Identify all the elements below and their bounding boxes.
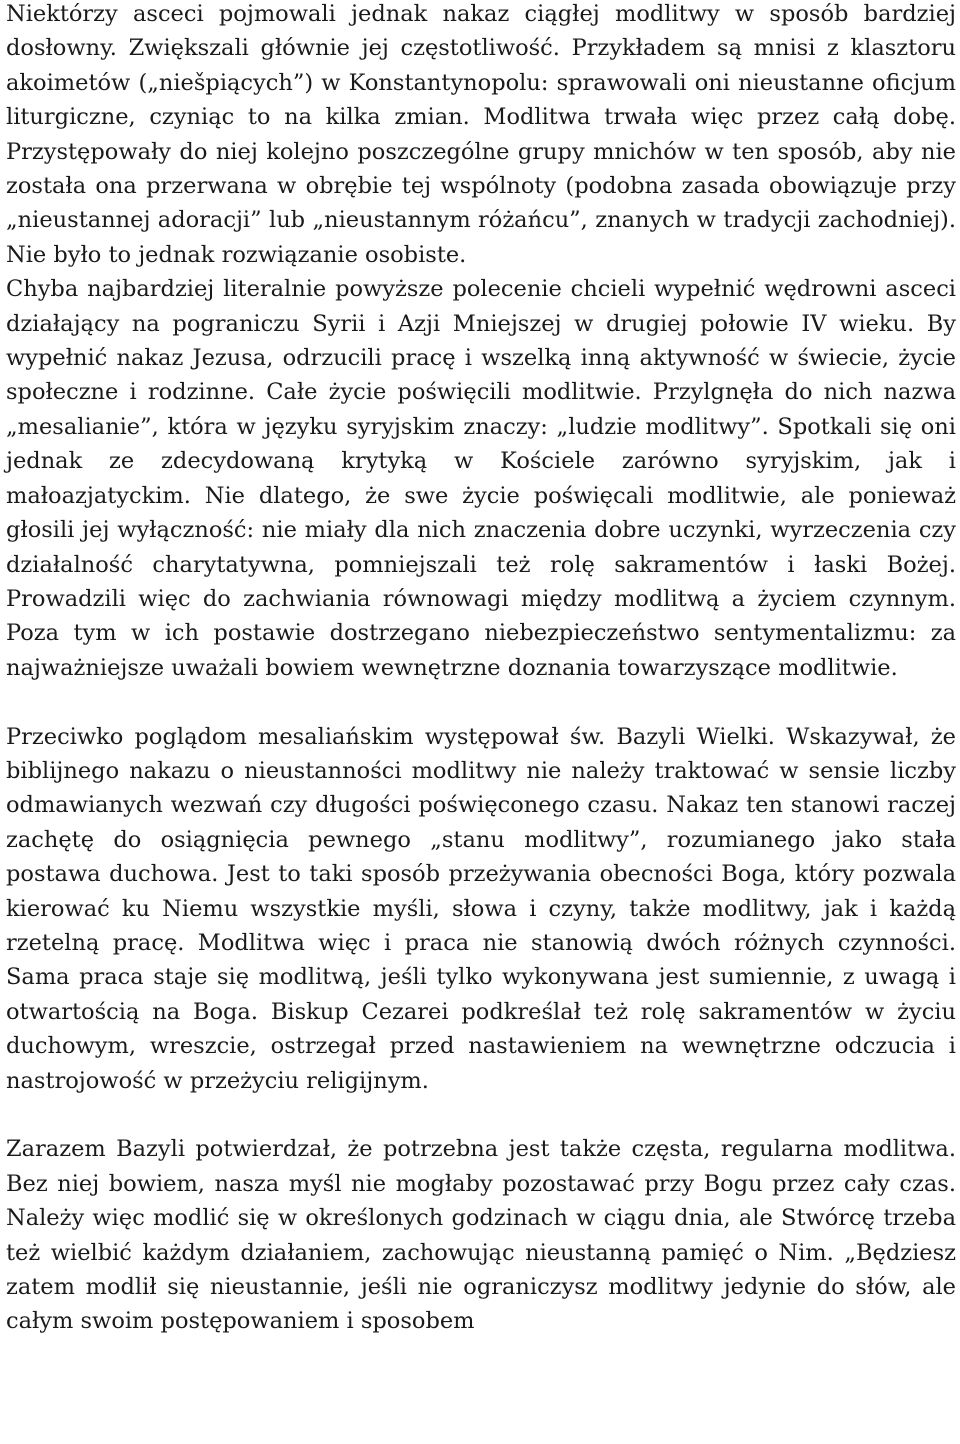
paragraph-spacer xyxy=(6,1098,956,1132)
paragraph-spacer xyxy=(6,685,956,719)
paragraph-akoimeci: Niektórzy asceci pojmowali jednak nakaz ciągłej modlitwy w sposób bardziej dosłowny. Zwiększali głównie jej częstotliwość. Przykładem są mnisi z klasztoru akoimetów („niešpiących”) w Konstantynopolu: sprawowali oni nieustanne oficjum liturgiczne, czyniąc to na kilka zmian. Modlitwa trwała więc przez całą dobę. Przystępowały do niej kolejno poszczególne grupy mnichów w ten sposób, aby nie została ona przerwana w obrębie tej wspólnoty (podobna zasada obowiązuje przy „nieustannej adoracji” lub „nieustannym różańcu”, znanych w tradycji zachodniej). Nie było to jednak rozwiązanie osobiste. xyxy=(6,1,956,268)
paragraph-bazyli-modlitwa: Zarazem Bazyli potwierdzał, że potrzebna jest także częsta, regularna modlitwa. Bez niej bowiem, nasza myśl nie mogłaby pozostawać przy Bogu przez cały czas. Należy więc modlić się w określonych godzinach w ciągu dnia, ale Stwórcę trzeba też wielbić każdym działaniem, zachowując nieustanną pamięć o Nim. „Będziesz zatem modlił się nieustannie, jeśli nie ograniczysz modlitwy jedynie do słów, ale całym swoim postępowaniem i sposobem xyxy=(6,1136,956,1335)
paragraph-mesalianie: Chyba najbardziej literalnie powyższe polecenie chcieli wypełnić wędrowni asceci działający na pograniczu Syrii i Azji Mniejszej w drugiej połowie IV wieku. By wypełnić nakaz Jezusa, odrzucili pracę i wszelką inną aktywność w świecie, życie społeczne i rodzinne. Całe życie poświęcili modlitwie. Przylgnęła do nich nazwa „mesalianie”, która w języku syryjskim znaczy: „ludzie modlitwy”. Spotkali się oni jednak ze zdecydowaną krytyką w Kościele zarówno syryjskim, jak i małoazjatyckim. Nie dlatego, że swe życie poświęcali modlitwie, ale ponieważ głosili jej wyłączność: nie miały dla nich znaczenia dobre uczynki, wyrzeczenia czy działalność charytatywna, pomniejszali też rolę sakramentów i łaski Bożej. Prowadzili więc do zachwiania równowagi między modlitwą a życiem czynnym. Poza tym w ich postawie dostrzegano niebezpieczeństwo sentymentalizmu: za najważniejsze uważali bowiem wewnętrzne doznania towarzyszące modlitwie. xyxy=(6,276,956,681)
paragraph-bazyli-nakaz: Przeciwko poglądom mesaliańskim występował św. Bazyli Wielki. Wskazywał, że biblijnego nakazu o nieustanności modlitwy nie należy traktować w sensie liczby odmawianych wezwań czy długości poświęconego czasu. Nakaz ten stanowi raczej zachętę do osiągnięcia pewnego „stanu modlitwy”, rozumianego jako stała postawa duchowa. Jest to taki sposób przeżywania obecności Boga, który pozwala kierować ku Niemu wszystkie myśli, słowa i czyny, także modlitwy, jak i każdą rzetelną pracę. Modlitwa więc i praca nie stanowią dwóch różnych czynności. Sama praca staje się modlitwą, jeśli tylko wykonywana jest sumiennie, z uwagą i otwartością na Boga. Biskup Cezarei podkreślał też rolę sakramentów w życiu duchowym, wreszcie, ostrzegał przed nastawieniem na wewnętrzne odczucia i nastrojowość w przeżyciu religijnym. xyxy=(6,723,956,1094)
